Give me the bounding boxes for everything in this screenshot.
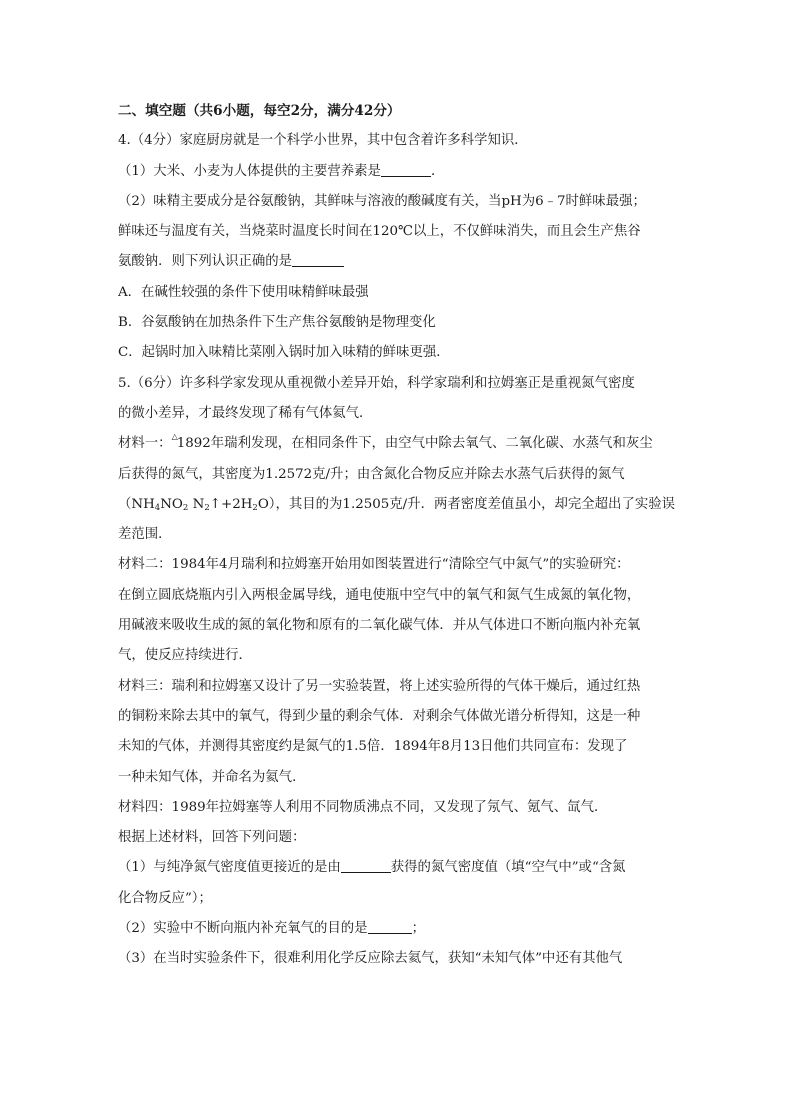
material-2-line-1: 材料二：1984年4月瑞利和拉姆塞开始用如图装置进行“清除空气中氮气”的实验研究： — [118, 557, 630, 573]
question-4-part-2-line-3: 氨酸钠．则下列认识正确的是 — [118, 247, 678, 277]
material-3-line-1: 材料三：瑞利和拉姆塞又设计了另一实验装置，将上述实验所得的气体干燥后，通过红热 — [118, 678, 641, 694]
sub-question-2: （2）实验中不断向瓶内补充氧气的目的是 ； — [118, 921, 425, 937]
question-5-header-line-2: 的微小差异，才最终发现了稀有气体氦气． — [118, 405, 373, 421]
answer-blank — [341, 858, 391, 873]
sub-question-1-line-2: 化合物反应”）； — [118, 890, 212, 906]
material-4-line-1: 材料四：1989年拉姆塞等人利用不同物质沸点不同，又发现了氖气、氪气、氙气． — [118, 799, 608, 815]
option-a: A．在碱性较强的条件下使用味精鲜味最强 — [118, 284, 369, 300]
answer-blank — [381, 162, 431, 177]
material-2-line-4: 气，使反应持续进行． — [118, 648, 252, 664]
material-3-line-3: 未知的气体，并测得其密度约是氮气的1.5倍．1894年8月13日他们共同宣布：发现了 — [118, 739, 628, 755]
questions-prompt: 根据上述材料，回答下列问题： — [118, 830, 306, 846]
question-4-header: 4.（4分）家庭厨房就是一个科学小世界，其中包含着许多科学知识． — [118, 133, 528, 149]
sub-question-1-line-1: （1）与纯净氮气密度值更接近的是由 获得的氮气密度值（填“空气中”或“含氮 — [118, 860, 626, 876]
sub-question-3-line-1: （3）在当时实验条件下，很难利用化学反应除去氦气，获知“未知气体”中还有其他气 — [118, 951, 623, 967]
chemical-formula: （$NH_4NO_2$ $N_2↑+2H_2$ — [118, 496, 258, 513]
section-title: 二、填空题（共6小题，每空2分，满分42分） — [118, 103, 401, 119]
material-2-line-3: 用碱液来吸收生成的氮的氧化物和原有的二氧化碳气体．并从气体进口不断向瓶内补充氧 — [118, 618, 641, 634]
question-4-part-1: （1）大米、小麦为人体提供的主要营养素是 ． — [118, 163, 445, 179]
material-1-line-4: 差范围． — [118, 527, 172, 543]
material-1-line-3: （$NH_4NO_2$ $N_2↑+2H_2O$），其目的为1.2505克/升．两者密度差值虽小，却完全超出了实验误 — [118, 496, 676, 513]
answer-blank — [292, 252, 344, 267]
material-3-line-2: 的铜粉来除去其中的氧气，得到少量的剩余气体．对剩余气体做光谱分析得知，这是一种 — [118, 708, 641, 724]
option-c: C．起锅时加入味精比菜刚入锅时加入味精的鲜味更强． — [118, 345, 450, 361]
material-1-line-2: 后获得的氮气，其密度为1.2572克/升；由含氮化合物反应并除去水蒸气后获得的氮气 — [118, 466, 625, 482]
material-2-line-2: 在倒立圆底烧瓶内引入两根金属导线，通电使瓶中空气中的氧气和氮气生成氮的氧化物， — [118, 587, 641, 603]
reaction-condition-mark: △ — [171, 432, 178, 442]
question-5-header-line-1: 5.（6分）许多科学家发现从重视微小差异开始，科学家瑞利和拉姆塞正是重视氮气密度 — [118, 375, 635, 391]
document-page — [118, 96, 678, 975]
material-3-line-4: 一种未知气体，并命名为氦气． — [118, 769, 306, 785]
material-1-line-1: 材料一：△1892年瑞利发现，在相同条件下，由空气中除去氧气、二氧化碳、水蒸气和灰尘 — [118, 432, 653, 452]
question-4-part-2-line-1: （2）味精主要成分是谷氨酸钠，其鲜味与溶液的酸碱度有关，当pH为6﹣7时鲜味最强； — [118, 193, 646, 209]
question-4-part-2-line-2: 鲜味还与温度有关，当烧菜时温度长时间在120℃以上，不仅鲜味消失，而且会生产焦谷 — [118, 224, 641, 240]
answer-blank — [368, 919, 412, 934]
option-b: B．谷氨酸钠在加热条件下生产焦谷氨酸钠是物理变化 — [118, 315, 436, 331]
